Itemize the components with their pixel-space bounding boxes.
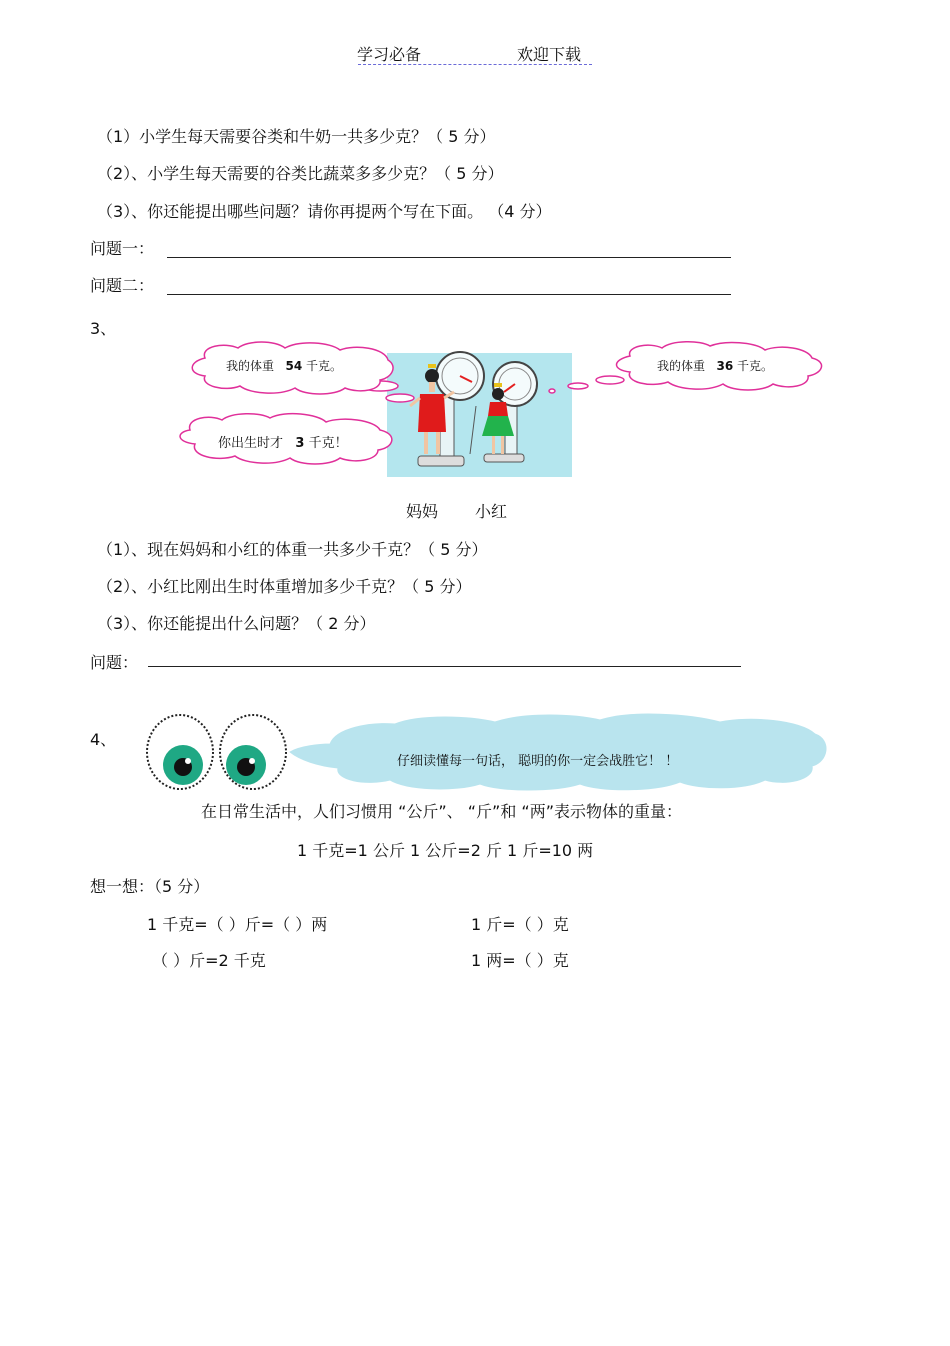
problem-2-label: 问题二： — [90, 276, 155, 295]
exercise-1: 1 千克=（ ）斤=（ ）两 — [147, 915, 328, 934]
unit-conversion-facts: 1 千克=1 公斤 1 公斤=2 斤 1 斤=10 两 — [297, 841, 594, 860]
question-3-2: （2）、小红比刚出生时体重增加多少千克？（ 5 分） — [97, 577, 472, 596]
problem-3-label: 问题： — [90, 653, 139, 672]
bubble-xiaohong-text — [657, 357, 773, 374]
caption-xiaohong: 小红 — [475, 502, 508, 521]
think-label: 想一想：（5 分） — [90, 877, 210, 896]
bubble-birth-text — [218, 432, 348, 451]
question-2-2: （2）、小学生每天需要的谷类比蔬菜多多少克？（ 5 分） — [97, 164, 504, 183]
header-underline — [358, 64, 592, 65]
problem-2-answer-line[interactable] — [167, 294, 731, 295]
thought-dot — [549, 389, 555, 393]
bubble-mom-post: 千克。 — [306, 359, 343, 373]
bubble-xiaohong-num: 36 — [716, 359, 734, 373]
bubble-mom-pre: 我的体重 — [226, 359, 275, 373]
question-3-1: （1）、现在妈妈和小红的体重一共多少千克？（ 5 分） — [97, 540, 488, 559]
thought-dot — [568, 383, 588, 389]
bubble-birth-pre: 你出生时才 — [218, 436, 284, 451]
bubble-birth-num: 3 — [295, 436, 305, 451]
section-4-number: 4、 — [90, 730, 117, 749]
exercise-2: 1 斤=（ ）克 — [471, 915, 569, 934]
header-left: 学习必备 — [357, 45, 422, 64]
problem-1-answer-line[interactable] — [167, 257, 731, 258]
exercise-3: （ ）斤=2 千克 — [152, 951, 266, 970]
caption-mom: 妈妈 — [406, 502, 439, 521]
question-2-1: （1）小学生每天需要谷类和牛奶一共多少克？（ 5 分） — [97, 127, 496, 146]
units-intro: 在日常生活中，人们习惯用 “公斤”、 “斤”和 “两”表示物体的重量： — [201, 802, 682, 821]
bubble-birth-post: 千克！ — [308, 436, 348, 451]
problem-3-answer-line[interactable] — [148, 666, 741, 667]
thought-cloud-text: 仔细读懂每一句话， 聪明的你一定会战胜它！ ！ — [397, 754, 679, 769]
question-3-3: （3）、你还能提出什么问题？（ 2 分） — [97, 614, 376, 633]
exercise-4: 1 两=（ ）克 — [471, 951, 569, 970]
right-eye-icon — [220, 715, 286, 789]
bubble-mom-text — [226, 357, 342, 374]
thought-dot — [596, 376, 624, 384]
bubble-xiaohong-pre: 我的体重 — [657, 359, 706, 373]
header-right: 欢迎下载 — [517, 45, 582, 64]
thought-dot — [386, 394, 414, 402]
bubble-xiaohong-post: 千克。 — [737, 359, 774, 373]
section-3-number: 3、 — [90, 319, 117, 338]
problem-1-label: 问题一： — [90, 239, 155, 258]
question-2-3: （3）、你还能提出哪些问题？请你再提两个写在下面。 （4 分） — [97, 202, 552, 221]
weighing-scene-illustration — [0, 336, 950, 506]
bubble-mom-num: 54 — [285, 359, 303, 373]
left-eye-icon — [147, 715, 213, 789]
